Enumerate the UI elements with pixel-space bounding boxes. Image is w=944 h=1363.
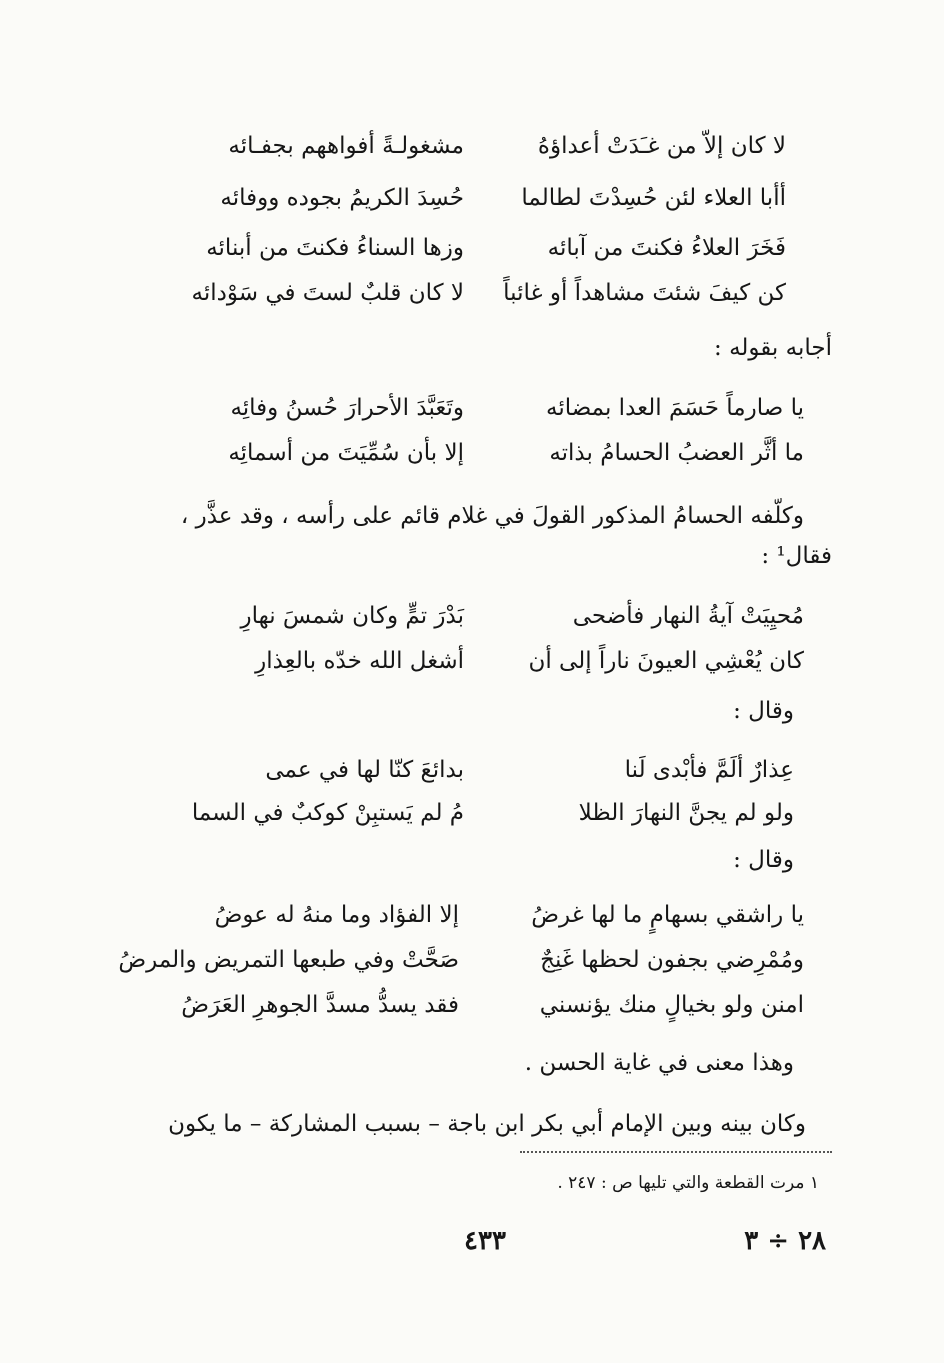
verse-4-2-hemistich-right: ولو لم يجنَّ النهارَ الظلا — [578, 800, 794, 826]
footnote: ١ مرت القطعة والتي تليها ص : ٢٤٧ . — [557, 1173, 819, 1193]
verse-1-4-hemistich-left: لا كان قلبٌ لستَ في سَوْدائه — [191, 280, 464, 306]
verse-5-1-hemistich-left: إلا الفؤاد وما منهُ له عوضُ — [214, 902, 459, 928]
verse-2-2-hemistich-left: إلا بأن سُمِّيَتَ من أسمائِه — [228, 440, 464, 466]
verse-4-2-hemistich-left: مُ لم يَستبِنْ كوكبٌ في السما — [191, 800, 464, 826]
verse-3-1-hemistich-right: مُحيِيَتْ آيةُ النهار فأضحى — [572, 603, 804, 629]
verse-5-2-hemistich-left: صَحَّتْ وفي طبعها التمريض والمرضُ — [118, 947, 459, 973]
verse-1-2-hemistich-right: أأبا العلاء لئن حُسِدْتَ لطالما — [521, 185, 786, 211]
verse-2-2-hemistich-right: ما أثَّر العضبُ الحسامُ بذاته — [549, 440, 804, 466]
verse-3-1-hemistich-left: بَدْرَ تمٍّ وكان شمسَ نهارِ — [240, 603, 464, 629]
page-number: ٤٣٣ — [464, 1226, 506, 1256]
intro-2: وقال : — [733, 698, 794, 724]
intro-3: وقال : — [733, 847, 794, 873]
verse-3-2-hemistich-left: أشغل الله خدّه بالعِذارِ — [255, 648, 464, 674]
verse-5-1-hemistich-right: يا راشقي بسهامٍ ما لها غرضُ — [531, 902, 804, 928]
verse-1-3-hemistich-right: فَخَرَ العلاءُ فكنتَ من آبائه — [547, 235, 786, 261]
prose-1-line-1: وكلّفه الحسامُ المذكور القولَ في غلام قائم على رأسه ، وقد عذَّر ، — [180, 503, 804, 529]
verse-1-4-hemistich-right: كن كيفَ شئتَ مشاهداً أو غائباً — [503, 280, 786, 306]
verse-2-1-hemistich-right: يا صارماً حَسَمَ العدا بمضائه — [545, 395, 804, 421]
prose-2: وهذا معنى في غاية الحسن . — [524, 1050, 794, 1076]
verse-2-1-hemistich-left: وتَعَبَّدَ الأحرارَ حُسنُ وفائِه — [230, 395, 464, 421]
verse-4-1-hemistich-left: بدائعَ كنّا لها في عمى — [265, 757, 464, 783]
verse-5-2-hemistich-right: ومُمْرِضي بجفون لحظها غَنِجٌ — [540, 947, 804, 973]
verse-3-2-hemistich-right: كان يُعْشِي العيونَ ناراً إلى أن — [528, 648, 804, 674]
footnote-rule — [520, 1151, 832, 1153]
verse-1-1-hemistich-left: مشغولـةً أفواههم بجفـائه — [228, 133, 464, 159]
verse-5-3-hemistich-left: فقد يسدُّ مسدَّ الجوهرِ العَرَضُ — [181, 992, 459, 1018]
prose-3: وكان بينه وبين الإمام أبي بكر ابن باجة – بسبب المشاركة – ما يكون — [168, 1111, 806, 1137]
intro-1: أجابه بقوله : — [714, 335, 832, 361]
signature-mark: ٢٨ ÷ ٣ — [744, 1226, 826, 1256]
verse-5-3-hemistich-right: امنن ولو بخيالٍ منك يؤنسني — [539, 992, 804, 1018]
verse-4-1-hemistich-right: عِذارٌ ألَمَّ فأبْدى لَنا — [624, 757, 794, 783]
verse-1-3-hemistich-left: وزها السناءُ فكنتَ من أبنائه — [206, 235, 464, 261]
prose-1-line-2: فقال¹ : — [761, 543, 832, 569]
verse-1-2-hemistich-left: حُسِدَ الكريمُ بجوده ووفائه — [220, 185, 464, 211]
verse-1-1-hemistich-right: لا كان إلاّ من غـَدَتْ أعداؤهُ — [537, 133, 786, 159]
